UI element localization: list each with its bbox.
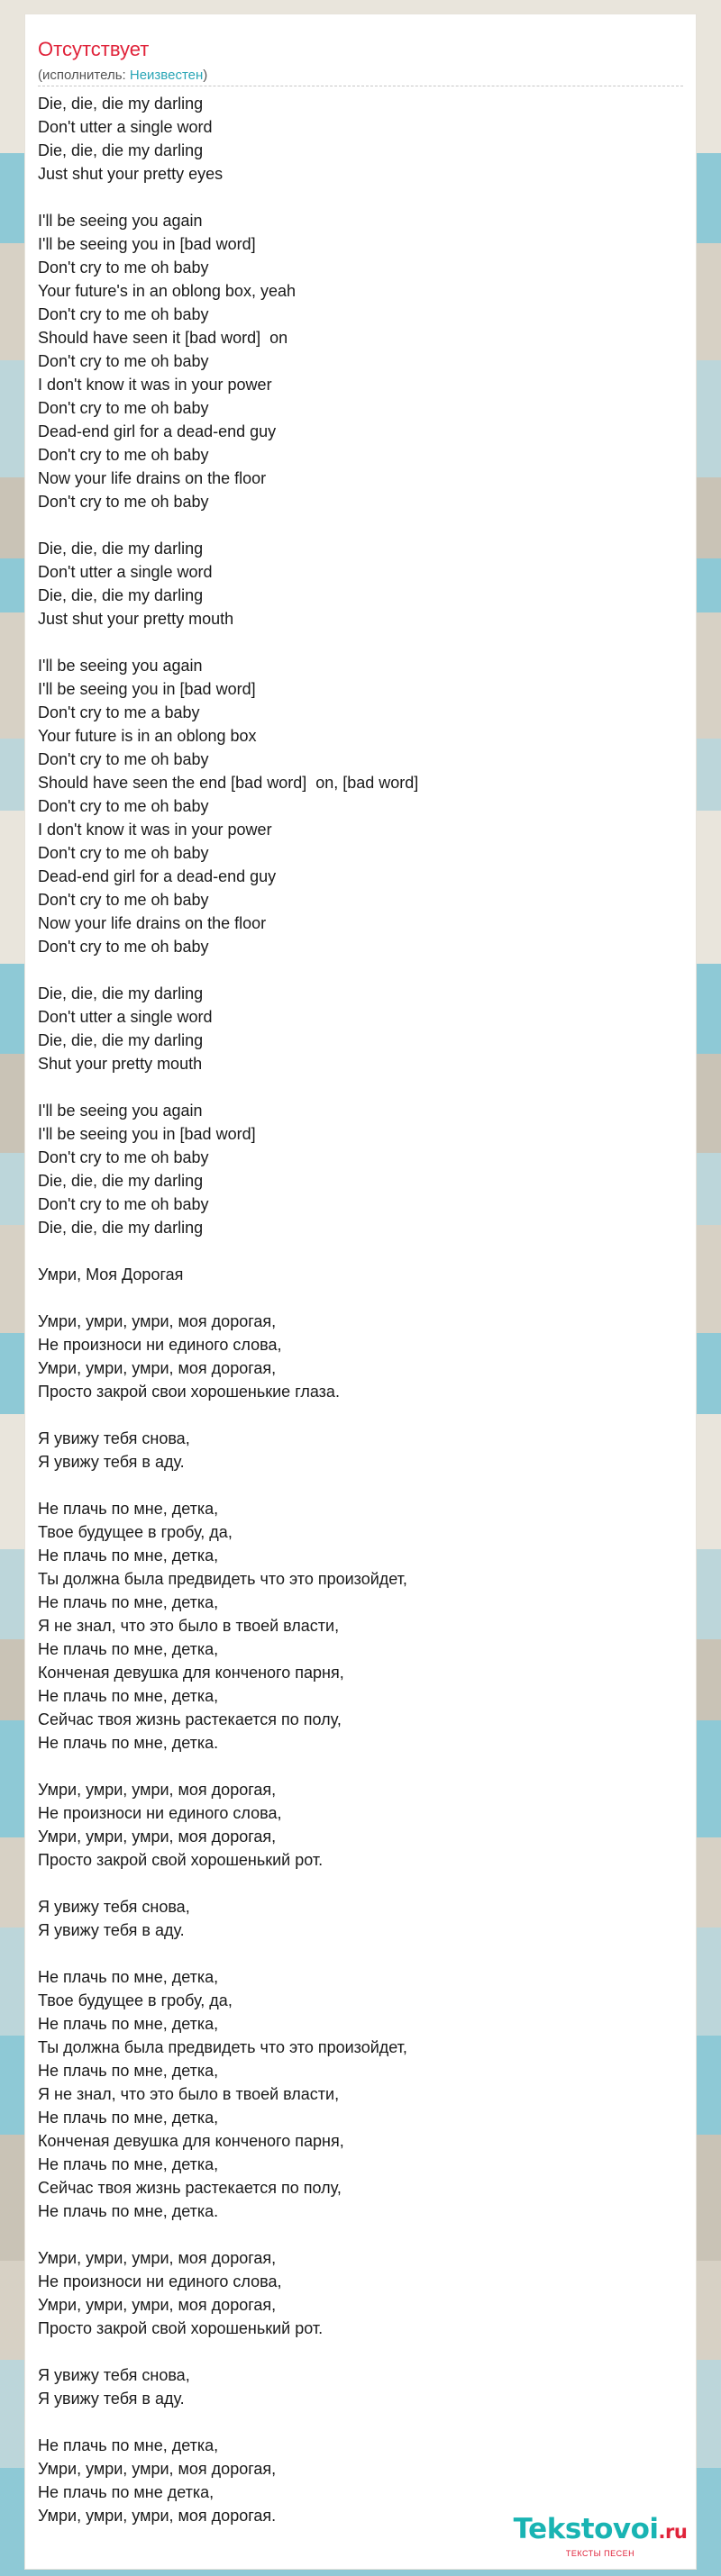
lyrics-card — [25, 14, 696, 2569]
artist-suffix: ) — [203, 68, 208, 83]
logo-tld: .ru — [658, 2521, 688, 2543]
lyrics-text: Die, die, die my darling Don't utter a single word Die, die, die my darling Just shut your pretty eyes I'll be seeing you again I'll be seeing you in [bad word] Don't cry to me oh baby Your future's in an oblong box, yeah Don't cry to me oh baby Should have seen it [bad word] on Don't cry to me oh baby I don't know it was in your power Don't cry to me oh baby Dead-end girl for a dead-end guy Don't cry to me oh baby Now your life drains on the floor Don't cry to me oh baby Die, die, die my darling Don't utter a single word Die, die, die my darling Just shut your pretty mouth I'll be seeing you again I'll be seeing you in [bad word] Don't cry to me a baby Your future is in an oblong box Don't cry to me oh baby Should have seen the end [bad word] on, [bad word] Don't cry to me oh baby I don't know it was in your power Don't cry to me oh baby Dead-end girl for a dead-end guy Don't cry to me oh baby Now your life drains on the floor Don't cry to me oh baby Die, die, die my darling Don't utter a single word Die, die, die my darling Shut your pretty mouth I'll be seeing you again I'll be seeing you in [bad word] Don't cry to me oh baby Die, die, die my darling Don't cry to me oh baby Die, die, die my darling Умри, Моя Дорогая Умри, умри, умри, моя дорогая, Не произноси ни единого слова, Умри, умри, умри, моя дорогая, Просто закрой свои хорошенькие глаза. Я увижу тебя снова, Я увижу тебя в аду. Не плачь по мне, детка, Твое будущее в гробу, да, Не плачь по мне, детка, Ты должна была предвидеть что это произойдет, Не плачь по мне, детка, Я не знал, что это было в твоей власти, Не плачь по мне, детка, Конченая девушка для конченого парня, Не плачь по мне, детка, Сейчас твоя жизнь растекается по полу, Не плачь по мне, детка. Умри, умри, умри, моя дорогая, Не произноси ни единого слова, Умри, умри, умри, моя дорогая, Просто закрой свой хорошенький рот. Я увижу тебя снова, Я увижу тебя в аду. Не плачь по мне, детка, Твое будущее в гробу, да, Не плачь по мне, детка, Ты должна была предвидеть что это произойдет, Не плачь по мне, детка, Я не знал, что это было в твоей власти, Не плачь по мне, детка, Конченая девушка для конченого парня, Не плачь по мне, детка, Сейчас твоя жизнь растекается по полу, Не плачь по мне, детка. Умри, умри, умри, моя дорогая, Не произноси ни единого слова, Умри, умри, умри, моя дорогая, Просто закрой свой хорошенький рот. Я увижу тебя снова, Я увижу тебя в аду. Не плачь по мне, детка, Умри, умри, умри, моя дорогая, Не плачь по мне детка, Умри, умри, умри, моя дорогая. — [38, 95, 419, 2525]
artist-prefix: (исполнитель: — [38, 68, 130, 83]
logo-tagline: ТЕКСТЫ ПЕСЕН — [565, 2549, 635, 2558]
site-logo[interactable] — [510, 2513, 690, 2563]
artist-link[interactable]: Неизвестен — [129, 68, 204, 83]
song-title: Отсутствует — [38, 38, 150, 60]
logo-name: Tekstovoi — [513, 2513, 659, 2545]
artist-line — [38, 68, 207, 82]
